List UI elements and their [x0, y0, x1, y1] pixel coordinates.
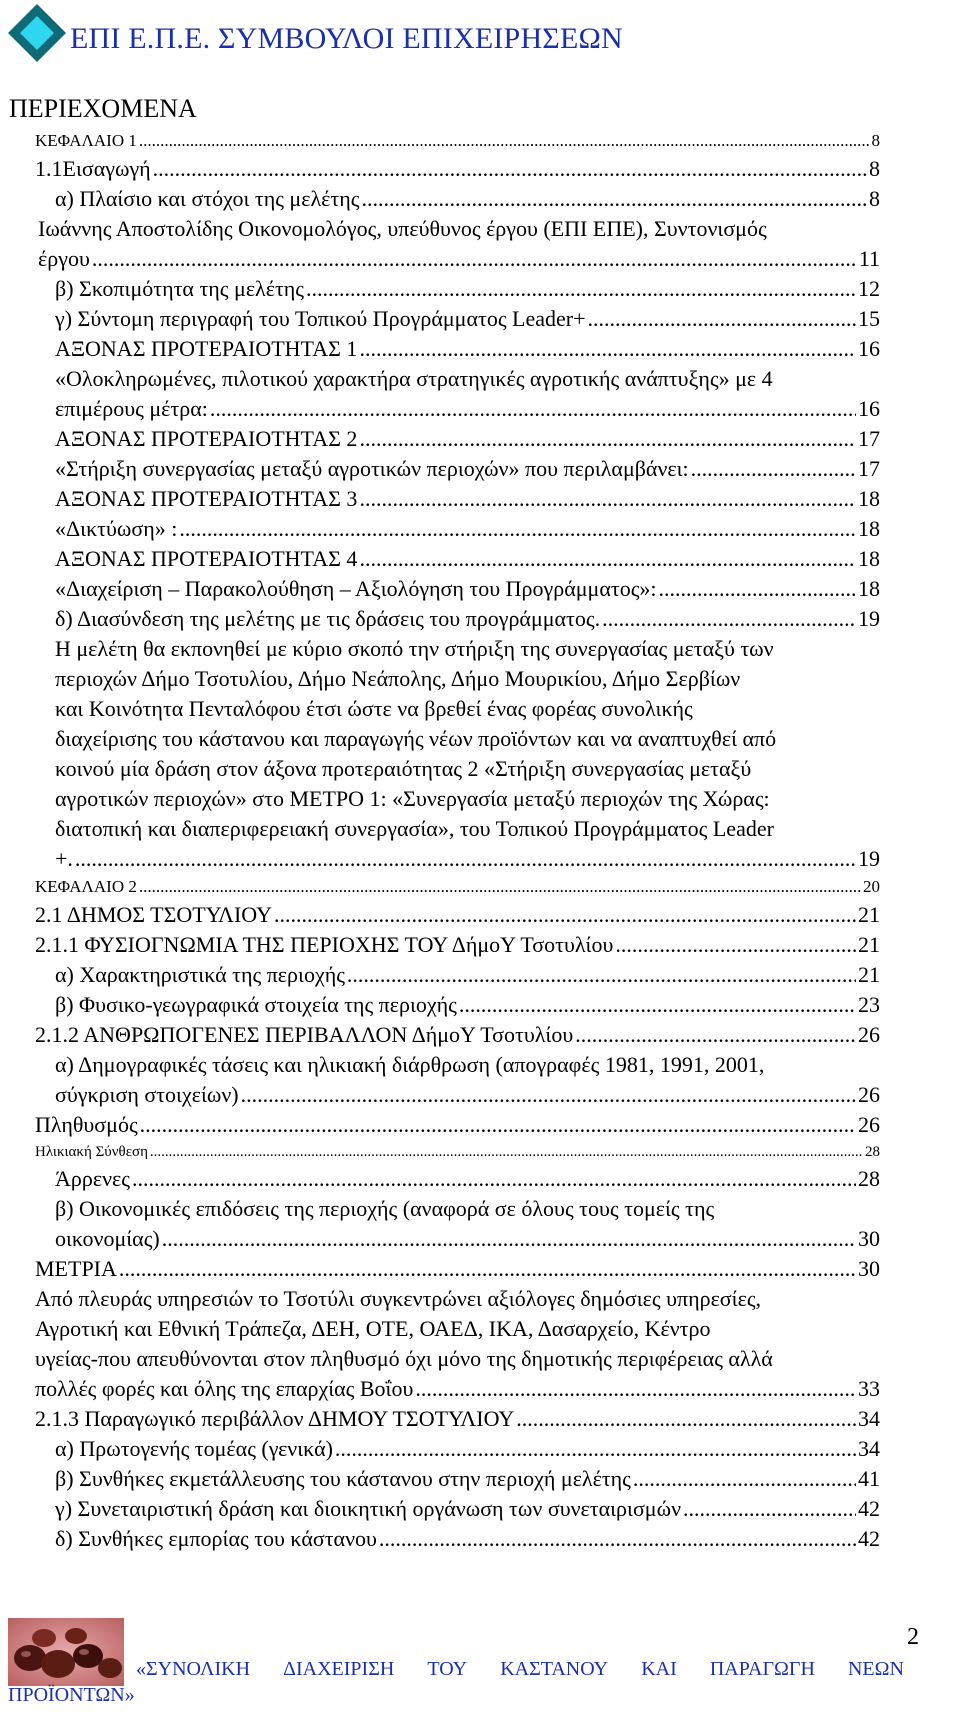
toc-entry-text-line: αγροτικών περιοχών» στο ΜΕΤΡΟ 1: «Συνεργασία μεταξύ περιοχών της Χώρας: [55, 786, 770, 811]
toc-entry-page-number: 23 [858, 992, 880, 1017]
page-number: 2 [907, 1624, 919, 1650]
toc-entry-text-line: Η μελέτη θα εκπονηθεί με κύριο σκοπό την στήριξη της συνεργασίας μεταξύ των [55, 636, 774, 661]
toc-entry[interactable] [0, 1254, 960, 1284]
toc-entry-title: 2.1.3 Παραγωγικό περιβάλλον ΔΗΜΟΥ ΤΣΟΤΥΛΙΟΥ [35, 1406, 515, 1431]
toc-entry-title: ΑΞΟΝΑΣ ΠΡΟΤΕΡΑΙΟΤΗΤΑΣ 1 [55, 336, 358, 361]
footer-word: ΝΕΩΝ [847, 1658, 904, 1680]
toc-entry-page-number: 8 [869, 186, 880, 211]
footer-word: ΔΙΑΧΕΙΡΙΣΗ [283, 1658, 395, 1680]
toc-entry[interactable] [0, 514, 960, 544]
dot-leader [139, 128, 870, 154]
footer-word: ΚΑΣΤΑΝΟΥ [500, 1658, 609, 1680]
toc-heading: ΠΕΡΙΕΧΟΜΕΝΑ [9, 94, 197, 123]
toc-entry[interactable] [0, 214, 960, 274]
toc-entry-title: επιμέρους μέτρα: [55, 396, 208, 421]
toc-entry-page-number: 17 [858, 456, 880, 481]
toc-entry-page-number: 12 [858, 276, 880, 301]
toc-entry-page-number: 8 [869, 156, 880, 181]
toc-entry[interactable] [0, 1194, 960, 1254]
toc-entry[interactable] [0, 154, 960, 184]
dot-leader [691, 454, 856, 484]
footer-title-line2: ΠΡΟΪΟΝΤΩΝ» [8, 1684, 135, 1706]
toc-entry-title: πολλές φορές και όλης της επαρχίας Βοΐου [35, 1376, 414, 1401]
toc-entry-title: Άρρενες [55, 1166, 130, 1191]
toc-entry-title: ΜΕΤΡΙΑ [35, 1256, 117, 1281]
toc-entry-page-number: 28 [865, 1144, 880, 1160]
toc-entry[interactable] [0, 1050, 960, 1110]
dot-leader [306, 274, 856, 304]
toc-entry-text-line: Ιωάννης Αποστολίδης Οικονομολόγος, υπεύθυνος έργου (ΕΠΙ ΕΠΕ), Συντονισμός [38, 216, 767, 241]
toc-entry[interactable] [0, 1464, 960, 1494]
dot-leader [335, 1434, 856, 1464]
toc-entry[interactable] [0, 454, 960, 484]
toc-entry[interactable] [0, 128, 960, 154]
toc-entry-page-number: 26 [858, 1112, 880, 1137]
toc-entry-title: α) Χαρακτηριστικά της περιοχής [55, 962, 345, 987]
footer-word: ΠΑΡΑΓΩΓΗ [709, 1658, 815, 1680]
footer-word: «ΣΥΝΟΛΙΚΗ [136, 1658, 251, 1680]
toc-entry[interactable] [0, 960, 960, 990]
dot-leader [347, 960, 856, 990]
toc-entry-text-line: περιοχών Δήμο Τσοτυλίου, Δήμο Νεάπολης, Δήμο Μουρικίου, Δήμο Σερβίων [55, 666, 741, 691]
toc-entry[interactable] [0, 604, 960, 634]
toc-entry-text-line: β) Οικονομικές επιδόσεις της περιοχής (αναφορά σε όλους τους τομείς της [55, 1196, 715, 1221]
dot-leader [153, 154, 867, 184]
toc-entry[interactable] [0, 1434, 960, 1464]
toc-entry-page-number: 21 [858, 932, 880, 957]
toc-entry[interactable] [0, 424, 960, 454]
toc-entry-page-number: 34 [858, 1406, 880, 1431]
toc-entry-title: «Στήριξη συνεργασίας μεταξύ αγροτικών περιοχών» που περιλαμβάνει: [55, 456, 689, 481]
toc-entry-title: β) Συνθήκες εκμετάλλευσης του κάστανου στην περιοχή μελέτης [55, 1466, 631, 1491]
toc-entry-text-line: και Κοινότητα Πενταλόφου έτσι ώστε να βρεθεί ένας φορέας συνολικής [55, 696, 693, 721]
toc-entry-text-line: διαχείρισης του κάστανου και παραγωγής νέων προϊόντων και να αναπτυχθεί από [55, 726, 777, 751]
toc-entry[interactable] [0, 900, 960, 930]
toc-entry-page-number: 33 [858, 1376, 880, 1401]
dot-leader [132, 1164, 856, 1194]
toc-entry-text-line: «Ολοκληρωμένες, πιλοτικού χαρακτήρα στρατηγικές αγροτικής ανάπτυξης» με 4 [55, 366, 773, 391]
dot-leader [162, 1224, 856, 1254]
footer-word: ΚΑΙ [641, 1658, 677, 1680]
toc-entry[interactable] [0, 1020, 960, 1050]
dot-leader [179, 514, 856, 544]
toc-entry[interactable] [0, 1404, 960, 1434]
toc-entry-page-number: 8 [871, 131, 880, 150]
dot-leader [140, 1110, 856, 1140]
toc-entry-page-number: 20 [863, 877, 880, 896]
footer-title-line1 [136, 1658, 904, 1681]
toc-entry-title: ΚΕΦΑΛΑΙΟ 2 [35, 877, 137, 896]
dot-leader [588, 304, 856, 334]
toc-entry-title: «Διαχείριση – Παρακολούθηση – Αξιολόγηση του Προγράμματος»: [55, 576, 657, 601]
dot-leader [361, 184, 867, 214]
toc-entry-page-number: 30 [858, 1256, 880, 1281]
toc-entry[interactable] [0, 304, 960, 334]
toc-entry-text-line: Από πλευράς υπηρεσιών το Τσοτύλι συγκεντρώνει αξιόλογες δημόσιες υπηρεσίες, [35, 1286, 762, 1311]
toc-entry-page-number: 28 [858, 1166, 880, 1191]
toc-entry-title: έργου [38, 246, 90, 271]
toc-entry-title: 1.1Εισαγωγή [35, 156, 151, 181]
toc-entry-page-number: 16 [858, 336, 880, 361]
diamond-logo-icon [6, 2, 68, 64]
toc-entry-title: οικονομίας) [55, 1226, 160, 1251]
toc-entry-title: ΚΕΦΑΛΑΙΟ 1 [35, 131, 137, 150]
toc-entry-page-number: 21 [858, 902, 880, 927]
toc-entry-page-number: 18 [858, 576, 880, 601]
toc-entry-title: 2.1.1 ΦΥΣΙΟΓΝΩΜΙΑ ΤΗΣ ΠΕΡΙΟΧΗΣ ΤΟΥ ΔήμοΥ Τσοτυλίου [35, 932, 614, 957]
toc-entry-page-number: 15 [858, 306, 880, 331]
toc-entry-page-number: 41 [858, 1466, 880, 1491]
toc-entry-title: 2.1 ΔΗΜΟΣ ΤΣΟΤΥΛΙΟΥ [35, 902, 272, 927]
dot-leader [210, 394, 856, 424]
toc-entry-title: β) Σκοπιμότητα της μελέτης [55, 276, 305, 301]
toc-entry-text-line: Αγροτική και Εθνική Τράπεζα, ΔΕΗ, ΟΤΕ, ΟΑΕΔ, ΙΚΑ, Δασαρχείο, Κέντρο [35, 1316, 711, 1341]
toc-entry[interactable] [0, 334, 960, 364]
dot-leader [241, 1080, 856, 1110]
toc-entry-page-number: 16 [858, 396, 880, 421]
toc-entry-text-line: κοινού μία δράση στον άξονα προτεραιότητας 2 «Στήριξη συνεργασίας μεταξύ [55, 756, 752, 781]
toc-entry-page-number: 19 [858, 846, 880, 871]
dot-leader [633, 1464, 856, 1494]
toc-entry-title: σύγκριση στοιχείων) [55, 1082, 239, 1107]
chestnut-photo-icon [8, 1618, 124, 1686]
dot-leader [359, 334, 856, 364]
toc-entry-title: ΑΞΟΝΑΣ ΠΡΟΤΕΡΑΙΟΤΗΤΑΣ 4 [55, 546, 358, 571]
dot-leader [75, 844, 856, 874]
dot-leader [119, 1254, 856, 1284]
toc-entry-title: γ) Σύντομη περιγραφή του Τοπικού Προγράμματος Leader+ [55, 306, 586, 331]
dot-leader [683, 1494, 856, 1524]
toc-entry-page-number: 26 [858, 1022, 880, 1047]
toc-entry-title: 2.1.2 ΑΝΘΡΩΠΟΓΕΝΕΣ ΠΕΡΙΒΑΛΛΟΝ ΔήμοΥ Τσοτυλίου [35, 1022, 574, 1047]
toc-entry[interactable] [0, 184, 960, 214]
dot-leader [659, 574, 856, 604]
toc-entry-page-number: 26 [858, 1082, 880, 1107]
toc-entry[interactable] [0, 574, 960, 604]
company-title: ΕΠΙ Ε.Π.Ε. ΣΥΜΒΟΥΛΟΙ ΕΠΙΧΕΙΡΗΣΕΩΝ [70, 22, 623, 55]
toc-entry-page-number: 11 [858, 246, 880, 271]
toc-entry-title: δ) Διασύνδεση της μελέτης με τις δράσεις του προγράμματος. [55, 606, 601, 631]
dot-leader [274, 900, 856, 930]
toc-entry-text-line: υγείας-που απευθύνονται στον πληθυσμό όχι μόνο της δημοτικής περιφέρειας αλλά [35, 1346, 773, 1371]
dot-leader [379, 1524, 856, 1554]
toc-entry[interactable] [0, 484, 960, 514]
toc-entry-title: α) Πρωτογενής τομέας (γενικά) [55, 1436, 333, 1461]
toc-entry[interactable] [0, 364, 960, 424]
dot-leader [602, 604, 856, 634]
toc-entry-text-line: διατοπική και διαπεριφερειακή συνεργασία», του Τοπικού Προγράμματος Leader [55, 816, 774, 841]
toc-entry-page-number: 42 [858, 1496, 880, 1521]
dot-leader [415, 1374, 856, 1404]
toc-entry-page-number: 34 [858, 1436, 880, 1461]
toc-entry-title: Ηλικιακή Σύνθεση [35, 1144, 148, 1160]
toc-entry[interactable] [0, 544, 960, 574]
dot-leader [615, 930, 856, 960]
toc-entry-title: «Δικτύωση» : [55, 516, 178, 541]
toc-entry[interactable] [0, 1524, 960, 1554]
dot-leader [359, 544, 856, 574]
dot-leader [516, 1404, 856, 1434]
toc-entry[interactable] [0, 1110, 960, 1140]
toc-entry-page-number: 19 [858, 606, 880, 631]
toc-entry-page-number: 18 [858, 486, 880, 511]
toc-entry-title: γ) Συνεταιριστική δράση και διοικητική οργάνωση των συνεταιρισμών [55, 1496, 682, 1521]
dot-leader [359, 424, 856, 454]
toc-entry[interactable] [0, 634, 960, 874]
toc-entry-title: +. [55, 846, 73, 871]
toc-entry-title: δ) Συνθήκες εμπορίας του κάστανου [55, 1526, 377, 1551]
dot-leader [139, 874, 861, 900]
toc-entry-page-number: 17 [858, 426, 880, 451]
toc-entry-title: ΑΞΟΝΑΣ ΠΡΟΤΕΡΑΙΟΤΗΤΑΣ 3 [55, 486, 358, 511]
toc-entry[interactable] [0, 930, 960, 960]
toc-entry-page-number: 18 [858, 546, 880, 571]
dot-leader [459, 990, 856, 1020]
page-header [6, 2, 946, 62]
toc-entry-title: β) Φυσικο-γεωγραφικά στοιχεία της περιοχής [55, 992, 457, 1017]
toc-entry[interactable] [0, 874, 960, 900]
toc-entry[interactable] [0, 990, 960, 1020]
toc-entry-title: ΑΞΟΝΑΣ ΠΡΟΤΕΡΑΙΟΤΗΤΑΣ 2 [55, 426, 358, 451]
toc-entry[interactable] [0, 274, 960, 304]
dot-leader [150, 1140, 863, 1164]
footer-word: ΤΟΥ [427, 1658, 468, 1680]
dot-leader [92, 244, 857, 274]
dot-leader [575, 1020, 856, 1050]
toc-entry-page-number: 30 [858, 1226, 880, 1251]
toc-entry[interactable] [0, 1494, 960, 1524]
dot-leader [359, 484, 856, 514]
toc-entry[interactable] [0, 1164, 960, 1194]
toc-entry[interactable] [0, 1140, 960, 1164]
toc-entry-page-number: 42 [858, 1526, 880, 1551]
toc-entry-title: Πληθυσμός [35, 1112, 138, 1137]
table-of-contents [0, 128, 960, 1554]
toc-entry-page-number: 21 [858, 962, 880, 987]
toc-entry[interactable] [0, 1284, 960, 1404]
toc-entry-text-line: α) Δημογραφικές τάσεις και ηλικιακή διάρθρωση (απογραφές 1981, 1991, 2001, [55, 1052, 765, 1077]
toc-entry-title: α) Πλαίσιο και στόχοι της μελέτης [55, 186, 360, 211]
toc-entry-page-number: 18 [858, 516, 880, 541]
